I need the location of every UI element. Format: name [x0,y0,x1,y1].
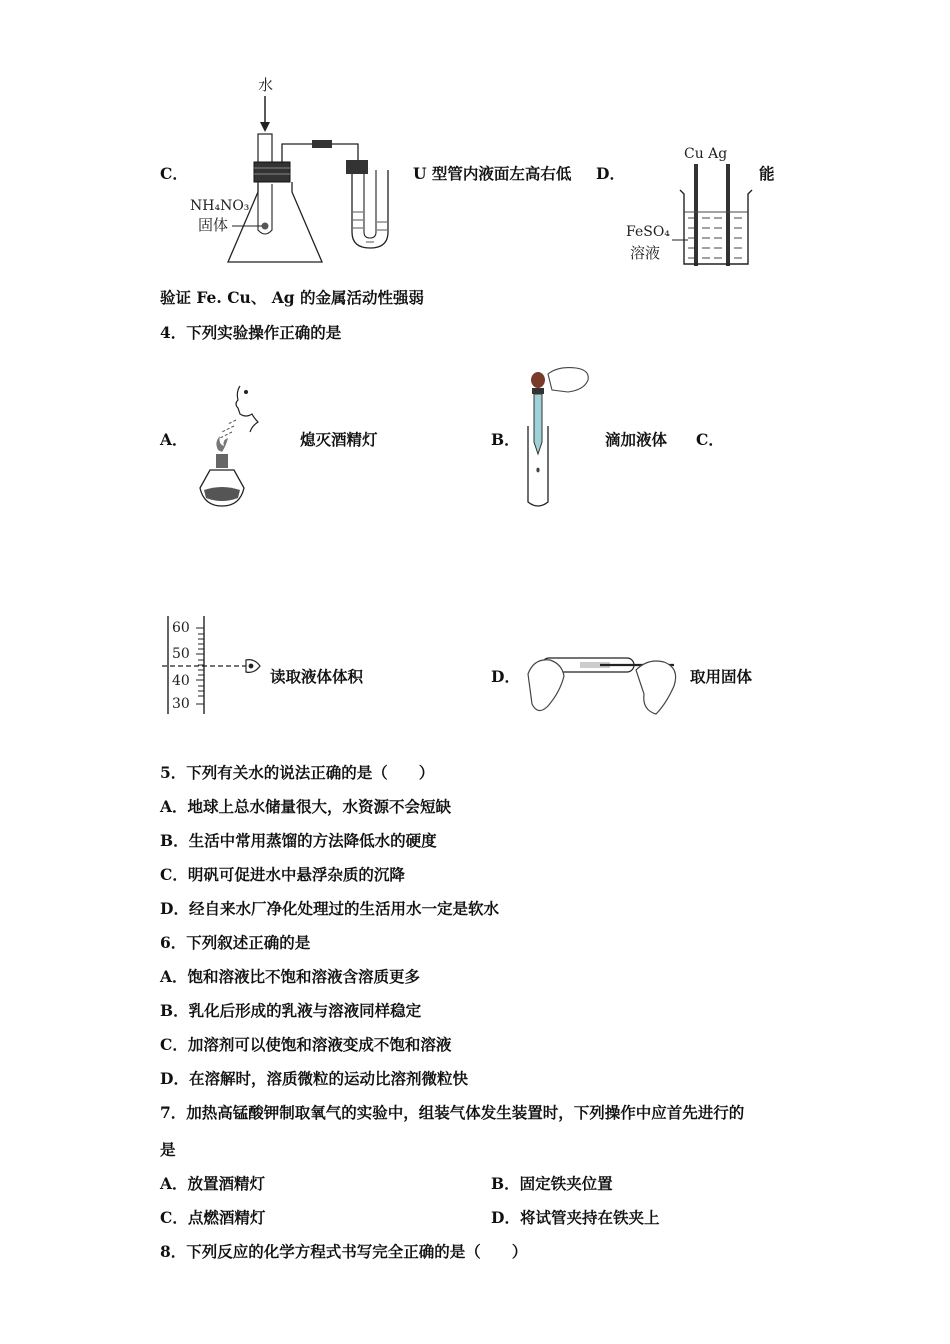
q5-option-d: D．经自来水厂净化处理过的生活用水一定是软水 [160,899,499,918]
q3-option-c-text: U 型管内液面左高右低 [413,164,572,183]
q3-continuation: 验证 Fe. Cu、 Ag 的金属活动性强弱 [160,288,424,307]
feso4-label: FeSO₄ [626,224,670,240]
q4-option-a-text: 熄灭酒精灯 [300,430,378,449]
solution-label: 溶液 [630,244,661,262]
tick-label: 40 [172,673,190,689]
u-tube-stopper [346,160,368,174]
q8-stem: 8．下列反应的化学方程式书写完全正确的是（ ） [160,1242,528,1261]
q6-option-c: C．加溶剂可以使饱和溶液变成不饱和溶液 [160,1035,452,1054]
q7-option-b: B．固定铁夹位置 [491,1174,613,1193]
q4-option-c-figure-cylinder [162,614,264,716]
u-tube-inner [364,170,376,238]
ag-strip [726,164,730,266]
cu-ag-label: Cu Ag [684,146,728,162]
q6-option-d: D．在溶解时，溶质微粒的运动比溶剂微粒快 [160,1069,468,1088]
left-hand-icon [528,660,564,711]
nh4no3-label: NH₄NO₃ [190,198,250,214]
q4-option-b-text: 滴加液体 [605,430,668,449]
blow-lines [220,420,236,438]
q5-option-a: A．地球上总水储量很大，水资源不会短缺 [160,797,452,816]
u-tube-outer [352,170,388,248]
q3-option-d-figure [622,140,757,272]
right-hand-icon [636,661,676,714]
q4-option-d-figure-tube-spatula [524,644,684,718]
q3-option-d-letter: D． [596,164,625,183]
q4-option-a-letter: A． [160,430,188,449]
q3-option-c-figure [180,72,420,272]
water-label: 水 [258,76,274,94]
rubber-bulb [531,372,545,388]
q4-stem: 4．下列实验操作正确的是 [160,323,342,342]
rubber-stopper [254,162,290,182]
dropper-tube [534,394,542,454]
hand-icon [548,368,588,392]
q4-option-a-figure-alcohol-lamp [192,378,272,513]
q3-option-d-text: 能 [759,164,775,183]
tick-label: 30 [172,696,190,712]
q4-option-b-figure-dropper [518,364,598,512]
q4-option-d-text: 取用固体 [690,667,753,686]
solid-label: 固体 [198,216,229,234]
q6-option-a: A．饱和溶液比不饱和溶液含溶质更多 [160,967,421,986]
flame-icon [216,436,228,452]
q5-option-b: B．生活中常用蒸馏的方法降低水的硬度 [160,831,437,850]
droplet [536,468,539,473]
q5-option-c: C．明矾可促进水中悬浮杂质的沉降 [160,865,405,884]
q3-option-c-letter: C． [160,164,188,183]
q7-option-a: A．放置酒精灯 [160,1174,266,1193]
q6-stem: 6．下列叙述正确的是 [160,933,311,952]
q7-stem-line1: 7．加热高锰酸钾制取氧气的实验中，组装气体发生装置时，下列操作中应首先进行的 [160,1103,745,1122]
cu-strip [694,164,698,266]
q7-option-c: C．点燃酒精灯 [160,1208,266,1227]
tick-label: 50 [172,646,190,662]
q6-option-b: B．乳化后形成的乳液与溶液同样稳定 [160,1001,422,1020]
tick-label: 60 [172,620,190,636]
conical-flask [228,182,322,262]
q5-stem: 5．下列有关水的说法正确的是（ ） [160,763,435,782]
q4-option-b-letter: B． [491,430,520,449]
wick-holder [216,454,228,468]
q4-option-d-letter: D． [491,667,520,686]
beaker [680,190,752,264]
q4-option-c-text: 读取液体体积 [270,667,364,686]
q7-option-d: D．将试管夹持在铁夹上 [491,1208,660,1227]
q4-option-c-letter: C． [696,430,724,449]
q7-stem-line2: 是 [160,1140,176,1159]
